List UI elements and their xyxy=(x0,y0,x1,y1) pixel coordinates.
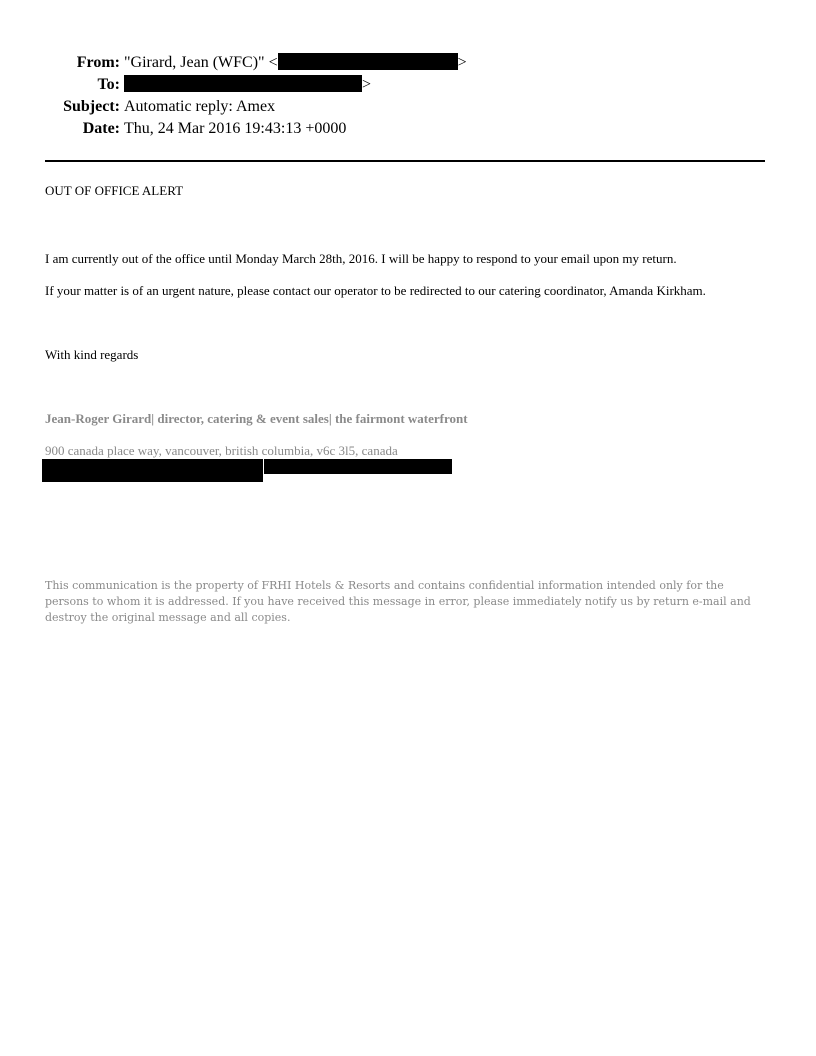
to-close: > xyxy=(362,76,372,93)
header-divider xyxy=(45,160,765,162)
signature-redaction-2 xyxy=(264,459,452,474)
to-value xyxy=(124,74,371,96)
date-value: Thu, 24 Mar 2016 19:43:13 +0000 xyxy=(124,120,347,137)
signature-name: Jean-Roger Girard| director, catering & event sales| the fairmont waterfront xyxy=(45,411,468,426)
confidentiality-disclaimer: This communication is the property of FRHI Hotels & Resorts and contains confidential information intended only for the persons to whom it is addressed. If you have received this message in error, please immediately notify us by return e-mail and destroy the original message and all copies. xyxy=(45,579,751,624)
to-email-redaction xyxy=(124,75,362,92)
to-row xyxy=(0,74,816,96)
from-email-redaction xyxy=(278,53,458,70)
body-line-return-date: I am currently out of the office until Monday March 28th, 2016. I will be happy to respond to your email upon my return. xyxy=(45,251,677,266)
date-label: Date: xyxy=(82,120,120,137)
alert-heading: OUT OF OFFICE ALERT xyxy=(45,183,184,198)
from-name: "Girard, Jean (WFC)" < xyxy=(124,54,278,71)
from-close: > xyxy=(457,54,467,71)
closing: With kind regards xyxy=(45,347,139,362)
from-row xyxy=(0,52,816,74)
subject-value: Automatic reply: Amex xyxy=(124,98,276,115)
subject-row xyxy=(0,96,816,118)
from-label: From: xyxy=(76,54,120,71)
subject-label: Subject: xyxy=(63,98,120,115)
from-value xyxy=(124,52,467,74)
signature-address: 900 canada place way, vancouver, british columbia, v6c 3l5, canada xyxy=(45,443,398,458)
body-line-urgent: If your matter is of an urgent nature, please contact our operator to be redirected to our catering coordinator, Amanda Kirkham. xyxy=(45,283,706,298)
to-label: To: xyxy=(97,76,120,93)
email-header xyxy=(0,52,816,140)
date-row xyxy=(0,118,816,140)
signature-redaction-1 xyxy=(42,459,263,482)
